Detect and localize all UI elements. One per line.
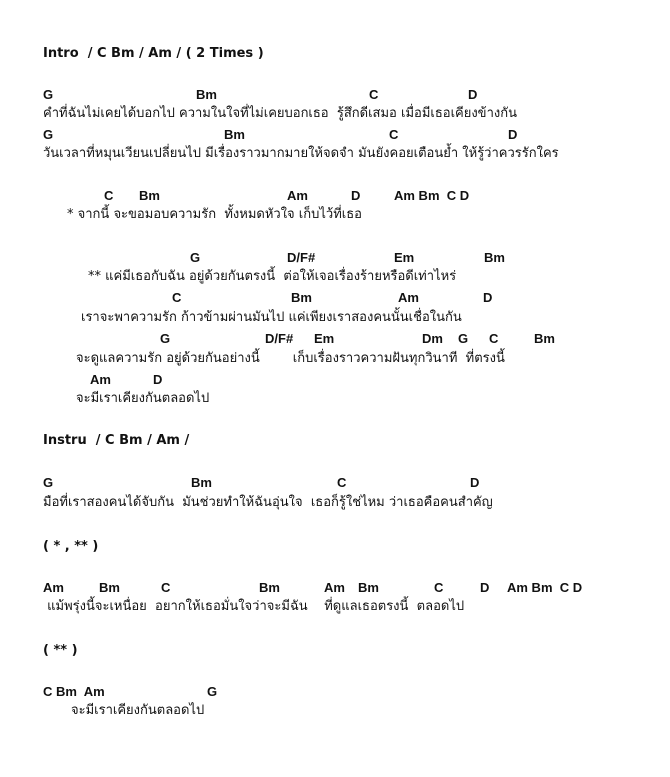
- chord: G: [458, 331, 469, 346]
- chord-line: [43, 579, 603, 597]
- chord: C: [161, 580, 171, 595]
- chord: D/F#: [287, 250, 316, 265]
- repeat-marker: ( ** ): [43, 643, 78, 658]
- chord: C: [389, 127, 399, 142]
- lyric-line: จะมีเราเคียงกันตลอดไป: [76, 391, 210, 406]
- chord-line: [172, 289, 572, 307]
- chord: C: [104, 188, 114, 203]
- lyric-line: คำที่ฉันไม่เคยได้บอกไป ความในใจที่ไม่เคยบอกเธอ รู้สึกดีเสมอ เมื่อมีเธอเคียงข้างกัน: [43, 106, 517, 121]
- chord: C: [369, 87, 379, 102]
- lyric-line: * จากนี้ จะขอมอบความรัก ทั้งหมดหัวใจ เก็บไว้ที่เธอ: [67, 207, 362, 222]
- chord: Bm: [224, 127, 245, 142]
- chord-line: [90, 371, 290, 389]
- chord: G: [43, 475, 54, 490]
- chord: D: [470, 475, 480, 490]
- chord: Am: [90, 372, 111, 387]
- lyric-line: เราจะพาความรัก ก้าวข้ามผ่านมันไป แค่เพียงเราสองคนนั้นเชื่อในกัน: [81, 310, 462, 325]
- instru-line: Instru / C Bm / Am /: [43, 433, 190, 448]
- chord: D: [351, 188, 361, 203]
- chord: Bm: [534, 331, 555, 346]
- chord: Bm: [139, 188, 160, 203]
- chord-line: [43, 86, 643, 104]
- repeat-marker: ( * , ** ): [43, 539, 99, 554]
- chord: Am: [43, 580, 64, 595]
- chord: Am: [324, 580, 345, 595]
- chord: Am Bm C D: [507, 580, 583, 595]
- chord: D: [468, 87, 478, 102]
- chord: D: [508, 127, 518, 142]
- chord: Bm: [484, 250, 505, 265]
- chord-line: [104, 187, 604, 205]
- chord: G: [207, 684, 218, 699]
- lyric-line: จะดูแลความรัก อยู่ด้วยกันอย่างนี้ เก็บเรื่องราวความฝันทุกวินาที ที่ตรงนี้: [76, 351, 505, 366]
- chord: Am: [287, 188, 308, 203]
- chord: G: [160, 331, 171, 346]
- chord: Bm: [196, 87, 217, 102]
- chord: Bm: [358, 580, 379, 595]
- chord-line: [43, 126, 643, 144]
- chord: Bm: [291, 290, 312, 305]
- lyric-line: จะมีเราเคียงกันตลอดไป: [71, 703, 205, 718]
- chord: Bm: [99, 580, 120, 595]
- chord: G: [43, 87, 54, 102]
- lyric-line: ** แค่มีเธอกับฉัน อยู่ด้วยกันตรงนี้ ต่อให้เจอเรื่องร้ายหรือดีเท่าไหร่: [88, 269, 457, 284]
- chord: G: [190, 250, 201, 265]
- lyric-line: มือที่เราสองคนได้จับกัน มันช่วยทำให้ฉันอุ่นใจ เธอก็รู้ใช่ไหม ว่าเธอคือคนสำคัญ: [43, 495, 493, 510]
- chord: D: [483, 290, 493, 305]
- chord: C: [489, 331, 499, 346]
- chord: Dm: [422, 331, 443, 346]
- chord: C Bm Am: [43, 684, 105, 699]
- lyric-line: แม้พรุ่งนี้จะเหนื่อย อยากให้เธอมั่นใจว่าจะมีฉัน ที่ดูแลเธอตรงนี้ ตลอดไป: [43, 599, 465, 614]
- chord: Em: [394, 250, 415, 265]
- chord-line: [160, 330, 580, 348]
- chord-line: [190, 249, 590, 267]
- chord: D: [480, 580, 490, 595]
- chord-line: [43, 683, 343, 701]
- chord: G: [43, 127, 54, 142]
- lyric-line: วันเวลาที่หมุนเวียนเปลี่ยนไป มีเรื่องราวมากมายให้จดจำ มันยังคอยเตือนย้ำ ให้รู้ว่าควรรักใคร: [43, 146, 559, 161]
- chord: Am Bm C D: [394, 188, 470, 203]
- chord: Bm: [259, 580, 280, 595]
- intro-line: Intro / C Bm / Am / ( 2 Times ): [43, 46, 264, 61]
- chord: C: [337, 475, 347, 490]
- chord: D/F#: [265, 331, 294, 346]
- chord: Bm: [191, 475, 212, 490]
- chord: D: [153, 372, 163, 387]
- chord: Em: [314, 331, 335, 346]
- chord: C: [172, 290, 182, 305]
- chord: Am: [398, 290, 419, 305]
- chord: C: [434, 580, 444, 595]
- chord-line: [43, 474, 543, 492]
